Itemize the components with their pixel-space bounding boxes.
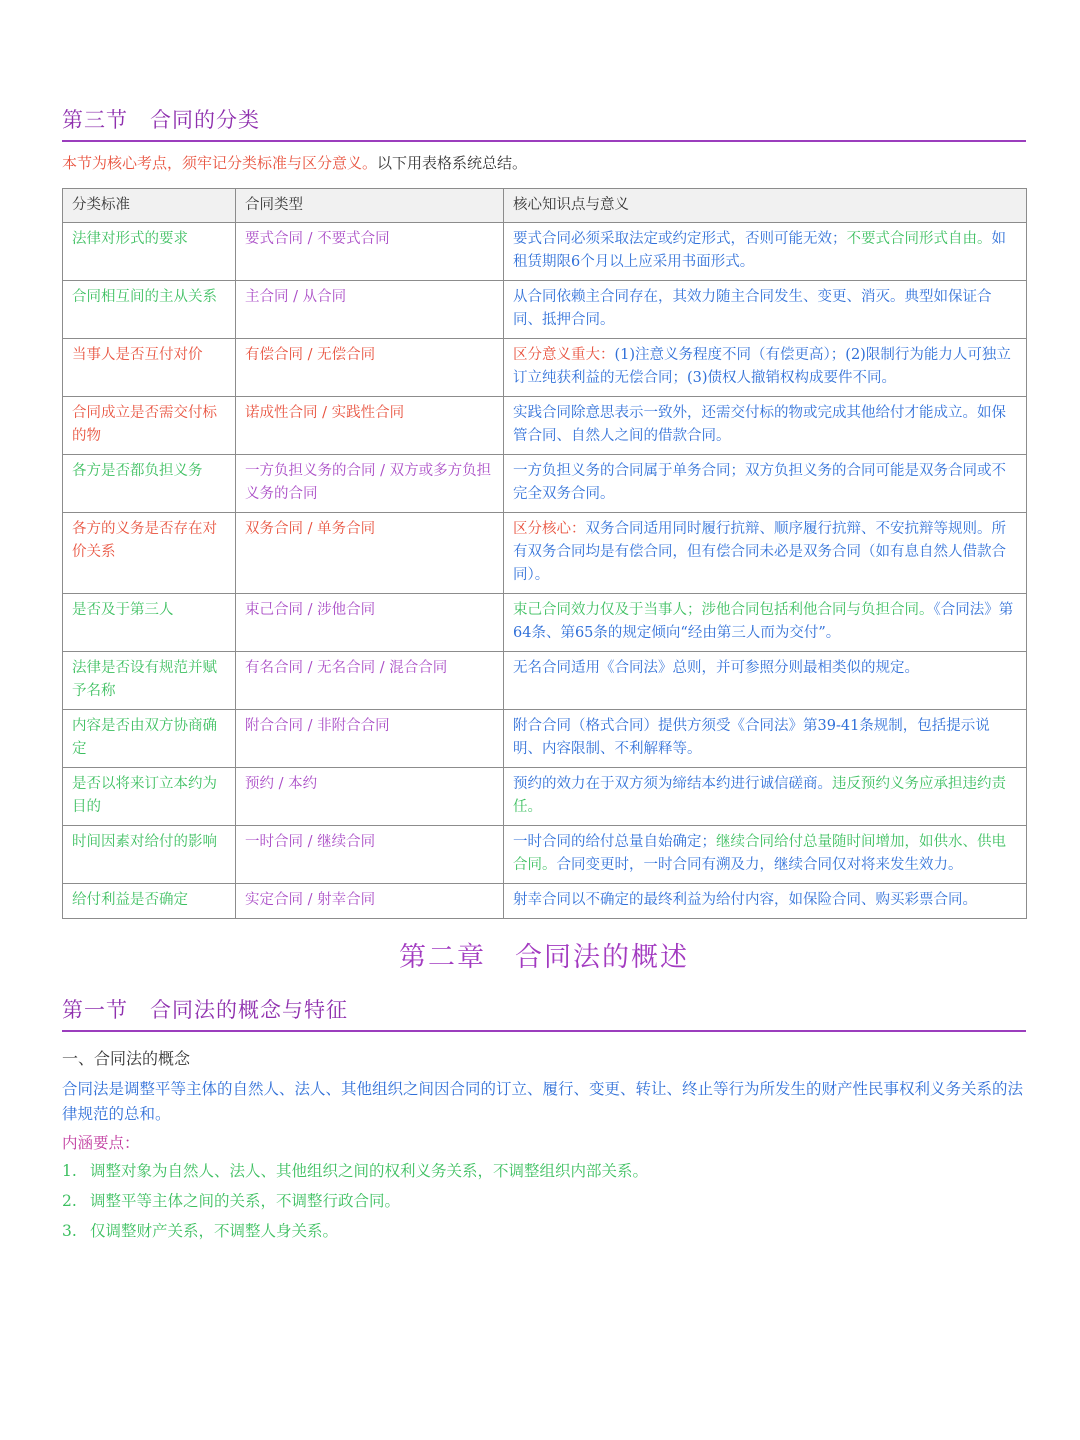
significance-text: 如租赁期限6个月以上应采用书面形式。 (513, 231, 1006, 270)
cell-significance (504, 397, 1027, 455)
cell-significance (504, 768, 1027, 826)
significance-text: (1)注意义务程度不同（有偿更高）；(2)限制行为能力人可独立订立纯获利益的无偿合同；(3)债权人撤销权构成要件不同。 (513, 347, 1011, 386)
cell-type: 要式合同 / 不要式合同 (236, 223, 504, 281)
cell-type: 束己合同 / 涉他合同 (236, 594, 504, 652)
cell-type: 附合合同 / 非附合合同 (236, 710, 504, 768)
points-label: 内涵要点： (62, 1134, 140, 1152)
list-number: 1. (62, 1162, 77, 1180)
cell-standard: 法律对形式的要求 (63, 223, 236, 281)
list-text: 仅调整财产关系，不调整人身关系。 (90, 1222, 339, 1240)
header-type: 合同类型 (236, 189, 504, 223)
subheading: 一、合同法的概念 (62, 1049, 191, 1068)
significance-text: 不要式合同形式自由。 (846, 231, 992, 247)
table-row (63, 594, 1027, 652)
cell-type: 诺成性合同 / 实践性合同 (236, 397, 504, 455)
cell-type: 预约 / 本约 (236, 768, 504, 826)
significance-text: 区分核心： (513, 521, 586, 537)
section-title: 第三节 合同的分类 (62, 100, 1026, 142)
cell-type: 有偿合同 / 无偿合同 (236, 339, 504, 397)
significance-text: 附合合同（格式合同）提供方须受《合同法》第39-41条规制，包括提示说明、内容限制、不利解释等。 (513, 718, 990, 757)
classification-table (62, 188, 1027, 919)
list-text: 调整对象为自然人、法人、其他组织之间的权利义务关系，不调整组织内部关系。 (90, 1162, 649, 1180)
cell-significance (504, 652, 1027, 710)
cell-significance (504, 455, 1027, 513)
header-significance: 核心知识点与意义 (504, 189, 1027, 223)
cell-significance (504, 884, 1027, 919)
cell-type: 一时合同 / 继续合同 (236, 826, 504, 884)
significance-text: 无名合同适用《合同法》总则，并可参照分则最相类似的规定。 (513, 660, 919, 676)
table-row (63, 281, 1027, 339)
significance-text: 射幸合同以不确定的最终利益为给付内容，如保险合同、购买彩票合同。 (513, 892, 977, 908)
list-item (62, 1159, 1026, 1183)
table-row (63, 339, 1027, 397)
table-row (63, 826, 1027, 884)
table-row (63, 223, 1027, 281)
cell-standard: 合同成立是否需交付标的物 (63, 397, 236, 455)
cell-type: 一方负担义务的合同 / 双方或多方负担义务的合同 (236, 455, 504, 513)
definition-paragraph: 合同法是调整平等主体的自然人、法人、其他组织之间因合同的订立、履行、变更、转让、终止等行为所发生的财产性民事权利义务关系的法律规范的总和。 (62, 1080, 1024, 1123)
table-row (63, 397, 1027, 455)
table-row (63, 513, 1027, 594)
cell-significance (504, 594, 1027, 652)
significance-text: 一时合同的给付总量自始确定； (513, 834, 716, 850)
intro-highlight: 本节为核心考点，须牢记分类标准与区分意义。 (62, 154, 378, 172)
table-row (63, 710, 1027, 768)
cell-type: 实定合同 / 射幸合同 (236, 884, 504, 919)
list-text: 调整平等主体之间的关系，不调整行政合同。 (90, 1192, 401, 1210)
significance-text: 继续合同给付总量随时间增加，如供水、供电合同。 (513, 834, 1006, 873)
cell-significance (504, 339, 1027, 397)
cell-type: 双务合同 / 单务合同 (236, 513, 504, 594)
significance-text: 双务合同适用同时履行抗辩、顺序履行抗辩、不安抗辩等规则。所有双务合同均是有偿合同，但有偿合同未必是双务合同（如有息自然人借款合同）。 (513, 521, 1006, 583)
cell-standard: 合同相互间的主从关系 (63, 281, 236, 339)
header-standard: 分类标准 (63, 189, 236, 223)
cell-standard: 时间因素对给付的影响 (63, 826, 236, 884)
significance-text: 预约的效力在于双方须为缔结本约进行诚信磋商。 (513, 776, 832, 792)
significance-text: 实践合同除意思表示一致外，还需交付标的物或完成其他给付才能成立。如保管合同、自然人之间的借款合同。 (513, 405, 1006, 444)
significance-text: 《合同法》第64条、第65条的规定倾向“经由第三人而为交付”。 (513, 602, 1014, 641)
significance-text: 要式合同必须采取法定或约定形式，否则可能无效； (513, 231, 847, 247)
cell-standard: 各方是否都负担义务 (63, 455, 236, 513)
cell-standard: 法律是否设有规范并赋予名称 (63, 652, 236, 710)
table-header-row (63, 189, 1027, 223)
cell-significance (504, 710, 1027, 768)
cell-type: 主合同 / 从合同 (236, 281, 504, 339)
cell-standard: 是否以将来订立本约为目的 (63, 768, 236, 826)
table-row (63, 768, 1027, 826)
significance-text: 合同变更时，一时合同有溯及力，继续合同仅对将来发生效力。 (556, 857, 963, 873)
cell-standard: 内容是否由双方协商确定 (63, 710, 236, 768)
list-item (62, 1189, 1026, 1213)
cell-significance (504, 826, 1027, 884)
significance-text: 违反预约义务应承担违约责任。 (513, 776, 1006, 815)
section-intro (62, 152, 1026, 174)
cell-standard: 当事人是否互付对价 (63, 339, 236, 397)
page (62, 100, 1026, 1243)
significance-text: 一方负担义务的合同属于单务合同；双方负担义务的合同可能是双务合同或不完全双务合同。 (513, 463, 1006, 502)
significance-text: 束己合同效力仅及于当事人；涉他合同包括利他合同与负担合同。 (513, 602, 934, 618)
cell-significance (504, 513, 1027, 594)
cell-standard: 给付利益是否确定 (63, 884, 236, 919)
cell-significance (504, 223, 1027, 281)
section-title: 第一节 合同法的概念与特征 (62, 990, 1026, 1032)
cell-standard: 是否及于第三人 (63, 594, 236, 652)
cell-type: 有名合同 / 无名合同 / 混合合同 (236, 652, 504, 710)
list-item (62, 1219, 1026, 1243)
list-number: 3. (62, 1222, 77, 1240)
list-number: 2. (62, 1192, 77, 1210)
table-row (63, 652, 1027, 710)
significance-text: 从合同依赖主合同存在，其效力随主合同发生、变更、消灭。典型如保证合同、抵押合同。 (513, 289, 992, 328)
cell-significance (504, 281, 1027, 339)
cell-standard: 各方的义务是否存在对价关系 (63, 513, 236, 594)
intro-text: 以下用表格系统总结。 (377, 154, 528, 172)
table-row (63, 455, 1027, 513)
chapter-title: 第二章 合同法的概述 (399, 942, 689, 973)
significance-text: 区分意义重大： (513, 347, 615, 363)
table-row (63, 884, 1027, 919)
